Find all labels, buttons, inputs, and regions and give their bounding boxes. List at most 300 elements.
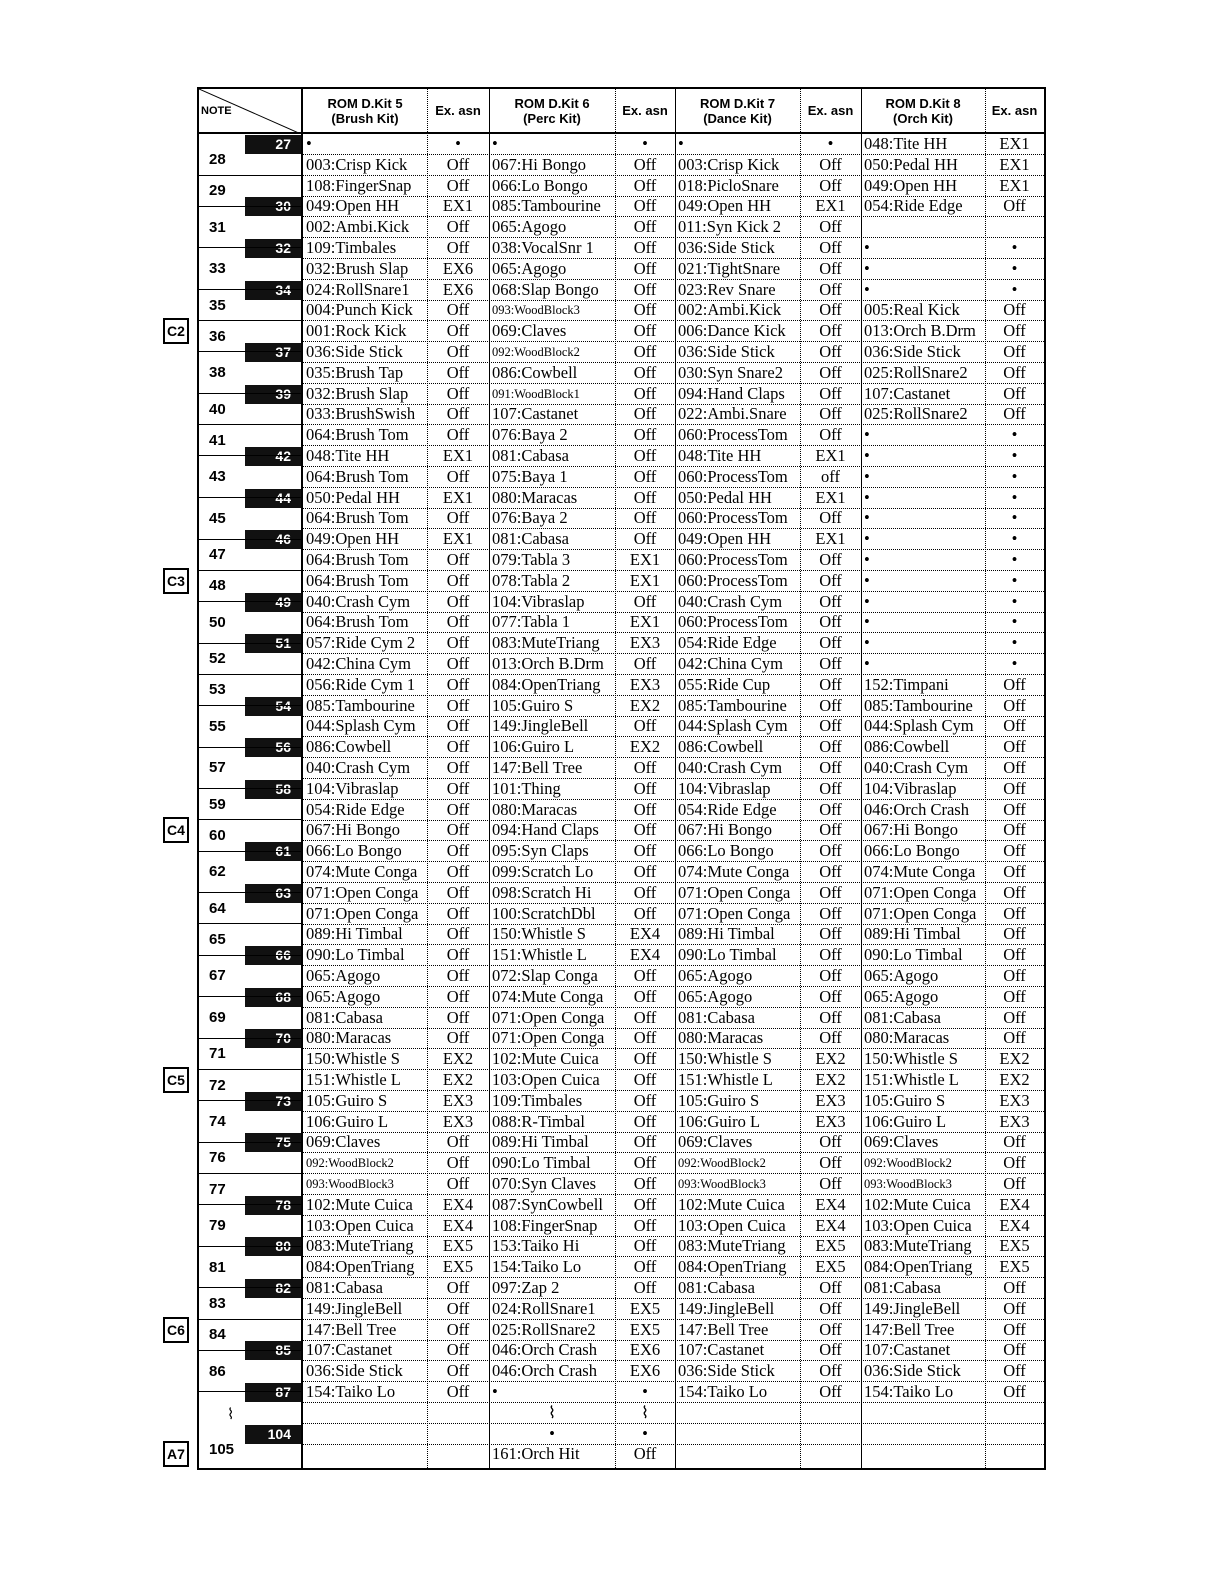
ex-asn-cell: Off bbox=[819, 1278, 842, 1297]
ex-asn-cell: Off bbox=[633, 196, 657, 216]
ex-asn-cell: EX1 bbox=[999, 134, 1030, 153]
voice-name-cell: 042:China Cym bbox=[678, 654, 783, 673]
ex-asn-cell: Off bbox=[819, 217, 842, 237]
voice-name-cell: 090:Lo Timbal bbox=[678, 945, 777, 965]
voice-name-cell: 025:RollSnare2 bbox=[864, 362, 968, 382]
black-key: 27 bbox=[245, 135, 301, 154]
ex-asn-cell: Off bbox=[1003, 903, 1026, 923]
ex-asn-cell: Off bbox=[446, 758, 470, 777]
voice-name-cell: • bbox=[678, 134, 684, 153]
table-row bbox=[303, 800, 1044, 821]
voice-name-cell: 076:Baya 2 bbox=[492, 508, 568, 528]
ex-asn-cell: • bbox=[1011, 654, 1018, 673]
table-row bbox=[303, 1049, 1044, 1070]
ex-asn-cell: • bbox=[1011, 487, 1018, 507]
table-row bbox=[303, 446, 1044, 467]
voice-name-cell: 106:Guiro L bbox=[306, 1111, 389, 1131]
ex-asn-cell: EX3 bbox=[815, 1090, 846, 1110]
ex-asn-cell: Off bbox=[819, 383, 842, 403]
voice-name-cell: 060:ProcessTom bbox=[678, 508, 788, 528]
voice-name-cell: • bbox=[864, 258, 870, 278]
voice-name-cell: 032:Brush Slap bbox=[306, 383, 409, 403]
ex-asn-cell: Off bbox=[819, 612, 842, 632]
ex-asn-cell: Off bbox=[819, 882, 842, 902]
voice-name-cell: 036:Side Stick bbox=[678, 342, 775, 361]
ex-asn-cell: Off bbox=[1003, 758, 1026, 777]
voice-name-cell: 089:Hi Timbal bbox=[678, 924, 775, 944]
table-row bbox=[303, 1216, 1044, 1237]
ex-asn-cell: Off bbox=[1003, 966, 1026, 985]
voice-name-cell: 080:Maracas bbox=[306, 1028, 392, 1048]
voice-name-cell: • bbox=[864, 633, 870, 653]
white-key: 64 bbox=[199, 893, 303, 924]
ex-asn-cell: Off bbox=[633, 966, 657, 985]
ex-asn-cell: • bbox=[1011, 529, 1018, 549]
voice-name-cell: 065:Agogo bbox=[864, 986, 939, 1006]
white-key: 59 bbox=[199, 789, 303, 820]
voice-name-cell: 075:Baya 1 bbox=[492, 466, 568, 486]
ex-asn-cell: Off bbox=[1003, 404, 1026, 424]
ex-asn-cell: Off bbox=[819, 1382, 842, 1401]
voice-name-cell: 071:Open Conga bbox=[678, 903, 791, 923]
voice-name-cell: 103:Open Cuica bbox=[492, 1070, 600, 1089]
voice-name-cell: 060:ProcessTom bbox=[678, 466, 788, 486]
ex-asn-cell: Off bbox=[819, 1007, 842, 1027]
voice-name-cell: 066:Lo Bongo bbox=[306, 841, 402, 861]
octave-marker: C4 bbox=[163, 817, 189, 843]
ex-asn-cell: Off bbox=[446, 862, 470, 881]
ex-asn-cell: Off bbox=[633, 778, 657, 798]
voice-name-cell: 103:Open Cuica bbox=[864, 1215, 972, 1235]
octave-marker: C2 bbox=[163, 318, 189, 344]
voice-name-cell: 060:ProcessTom bbox=[678, 550, 788, 569]
voice-name-cell: • bbox=[864, 508, 870, 528]
ex-asn-cell: Off bbox=[819, 654, 842, 673]
ex-asn-cell: EX4 bbox=[999, 1215, 1030, 1235]
black-key: 82 bbox=[245, 1279, 301, 1298]
voice-name-cell: 154:Taiko Lo bbox=[306, 1382, 396, 1401]
ex-asn-cell: Off bbox=[633, 1257, 657, 1277]
ex-asn-cell: Off bbox=[633, 217, 657, 237]
voice-name-cell: 071:Open Conga bbox=[306, 882, 419, 902]
ex-asn-cell: Off bbox=[1003, 1278, 1026, 1297]
ex-asn-cell: Off bbox=[446, 778, 470, 798]
table-row bbox=[303, 550, 1044, 571]
voice-name-cell: 153:Taiko Hi bbox=[492, 1236, 580, 1256]
voice-name-cell: 106:Guiro L bbox=[864, 1111, 947, 1131]
ex-asn-cell: Off bbox=[633, 1049, 657, 1069]
black-key: 104 bbox=[245, 1425, 301, 1444]
ex-asn-cell: Off bbox=[446, 217, 470, 237]
table-row bbox=[303, 176, 1044, 197]
table-row bbox=[303, 508, 1044, 529]
ex-asn-cell: • bbox=[642, 1382, 648, 1401]
ex-asn-cell: Off bbox=[446, 508, 470, 528]
table-row bbox=[303, 363, 1044, 384]
voice-name-cell: 065:Agogo bbox=[492, 217, 567, 237]
white-key: 77 bbox=[199, 1174, 303, 1205]
voice-name-cell: 104:Vibraslap bbox=[492, 591, 585, 611]
voice-name-cell: 067:Hi Bongo bbox=[306, 820, 400, 840]
ex-asn-cell: Off bbox=[633, 903, 657, 923]
ex-asn-cell: Off bbox=[1003, 1153, 1026, 1173]
voice-name-cell: 102:Mute Cuica bbox=[864, 1194, 971, 1214]
voice-name-cell: 042:China Cym bbox=[306, 654, 411, 673]
ex-asn-cell: EX3 bbox=[629, 633, 661, 653]
ex-asn-cell: Off bbox=[446, 903, 470, 923]
voice-name-cell: 100:ScratchDbl bbox=[492, 903, 596, 923]
voice-name-cell: 046:Orch Crash bbox=[492, 1361, 597, 1381]
ex-asn-cell: Off bbox=[446, 321, 470, 341]
voice-name-cell: 023:Rev Snare bbox=[678, 279, 776, 299]
voice-name-cell: 081:Cabasa bbox=[864, 1007, 941, 1027]
table-row bbox=[303, 1112, 1044, 1133]
voice-name-cell: 065:Agogo bbox=[678, 966, 753, 985]
ex-asn-cell: Off bbox=[446, 945, 470, 965]
table-row bbox=[303, 571, 1044, 592]
ex-asn-cell: Off bbox=[633, 404, 657, 424]
voice-name-cell: 089:Hi Timbal bbox=[306, 924, 403, 944]
ex-asn-cell: Off bbox=[819, 175, 842, 195]
white-key: 72 bbox=[199, 1070, 303, 1101]
ex-asn-cell: Off bbox=[633, 1111, 657, 1131]
voice-name-cell: 093:WoodBlock3 bbox=[864, 1177, 952, 1191]
voice-name-cell: 083:MuteTriang bbox=[864, 1236, 972, 1256]
voice-name-cell: 049:Open HH bbox=[678, 196, 772, 216]
ex-asn-cell: Off bbox=[1003, 1382, 1026, 1401]
voice-name-cell: 104:Vibraslap bbox=[306, 778, 399, 798]
kit-subtitle: (Orch Kit) bbox=[893, 110, 953, 126]
white-key: 76 bbox=[199, 1143, 303, 1174]
kit-title: ROM D.Kit 6 bbox=[514, 95, 590, 111]
voice-name-cell: 060:ProcessTom bbox=[678, 570, 788, 590]
voice-name-cell: • bbox=[492, 1382, 498, 1401]
ex-asn-cell: EX4 bbox=[999, 1194, 1030, 1214]
black-key: 56 bbox=[245, 738, 301, 757]
voice-name-cell: 074:Mute Conga bbox=[678, 862, 790, 881]
white-key: 52 bbox=[199, 644, 303, 675]
voice-name-cell: • bbox=[864, 591, 870, 611]
ex-asn-cell: EX1 bbox=[999, 175, 1030, 195]
voice-name-cell: 072:Slap Conga bbox=[492, 966, 598, 985]
ex-asn-cell: EX6 bbox=[442, 258, 474, 278]
voice-name-cell: 102:Mute Cuica bbox=[678, 1194, 785, 1214]
voice-name-cell: 074:Mute Conga bbox=[306, 862, 418, 881]
ex-asn-cell: Off bbox=[633, 1236, 657, 1256]
ex-asn-cell: EX5 bbox=[815, 1257, 846, 1277]
white-key: 47 bbox=[199, 540, 303, 571]
ex-asn-cell: Off bbox=[446, 1153, 470, 1173]
table-row bbox=[303, 1444, 1044, 1465]
table-row bbox=[303, 1257, 1044, 1278]
voice-name-cell: 066:Lo Bongo bbox=[678, 841, 774, 861]
voice-name-cell: 149:JingleBell bbox=[678, 1298, 775, 1318]
kit-subtitle: (Dance Kit) bbox=[703, 110, 772, 126]
ex-asn-cell: Off bbox=[633, 1028, 657, 1048]
ex-asn-cell: • bbox=[455, 134, 461, 153]
ex-asn-cell: EX3 bbox=[442, 1111, 474, 1131]
voice-name-cell: 003:Crisp Kick bbox=[678, 154, 780, 174]
table-row bbox=[303, 945, 1044, 966]
voice-name-cell: 080:Maracas bbox=[678, 1028, 764, 1048]
voice-name-cell: • bbox=[492, 134, 498, 153]
black-key: 75 bbox=[245, 1133, 301, 1152]
voice-name-cell: 040:Crash Cym bbox=[678, 758, 783, 777]
table-row bbox=[303, 1299, 1044, 1320]
ex-asn-cell: Off bbox=[446, 674, 470, 694]
voice-name-cell: 067:Hi Bongo bbox=[492, 154, 586, 174]
voice-name-cell: 049:Open HH bbox=[678, 529, 772, 549]
voice-name-cell: 022:Ambi.Snare bbox=[678, 404, 787, 424]
ex-asn-cell: Off bbox=[446, 1382, 470, 1401]
ex-asn-cell: EX1 bbox=[815, 446, 846, 465]
voice-name-cell: 065:Agogo bbox=[306, 986, 381, 1006]
ex-asn-cell: Off bbox=[819, 820, 842, 840]
ex-asn-cell: Off bbox=[633, 321, 657, 341]
voice-name-cell: 107:Castanet bbox=[306, 1340, 393, 1360]
ex-asn-cell: Off bbox=[446, 1319, 470, 1339]
ex-asn-cell: EX5 bbox=[629, 1319, 661, 1339]
voice-name-cell: 093:WoodBlock3 bbox=[492, 303, 580, 318]
voice-name-cell: 065:Agogo bbox=[864, 966, 939, 985]
octave-marker: A7 bbox=[163, 1441, 189, 1467]
ex-asn-cell: Off bbox=[446, 342, 470, 361]
voice-name-cell: 005:Real Kick bbox=[864, 300, 960, 320]
ex-asn-cell: off bbox=[821, 466, 840, 486]
ex-asn-cell: Off bbox=[819, 674, 842, 694]
voice-name-cell: 064:Brush Tom bbox=[306, 425, 409, 445]
voice-name-cell: 057:Ride Cym 2 bbox=[306, 633, 416, 653]
ex-asn-cell: • bbox=[1011, 446, 1018, 465]
white-key: 79 bbox=[199, 1205, 303, 1247]
ex-asn-cell: Off bbox=[819, 1028, 842, 1048]
voice-name-cell: 050:Pedal HH bbox=[678, 487, 772, 507]
voice-name-cell: 060:ProcessTom bbox=[678, 425, 788, 445]
note-header bbox=[199, 89, 301, 134]
voice-name-cell: 090:Lo Timbal bbox=[864, 945, 963, 965]
ex-asn-cell: Off bbox=[633, 1215, 657, 1235]
voice-name-cell: 054:Ride Edge bbox=[306, 799, 405, 819]
voice-name-cell: 074:Mute Conga bbox=[864, 862, 976, 881]
ex-asn-cell: EX5 bbox=[442, 1257, 474, 1277]
voice-name-cell: 106:Guiro L bbox=[678, 1111, 761, 1131]
ex-asn-cell: Off bbox=[1003, 1174, 1026, 1193]
voice-name-cell: 149:JingleBell bbox=[492, 716, 589, 736]
table-row bbox=[303, 300, 1044, 321]
table-row bbox=[303, 1340, 1044, 1361]
voice-name-cell: 081:Cabasa bbox=[492, 529, 569, 549]
ex-asn-cell: Off bbox=[446, 550, 470, 569]
voice-name-cell: 101:Thing bbox=[492, 778, 561, 798]
voice-name-cell: 081:Cabasa bbox=[678, 1007, 755, 1027]
voice-name-cell: 069:Claves bbox=[492, 321, 567, 341]
voice-name-cell: 147:Bell Tree bbox=[864, 1319, 955, 1339]
table-row bbox=[303, 1424, 1044, 1445]
black-key: 34 bbox=[245, 281, 301, 300]
table-row bbox=[303, 633, 1044, 654]
table-row bbox=[303, 966, 1044, 987]
voice-name-cell: 018:PicloSnare bbox=[678, 175, 779, 195]
ex-asn-cell: Off bbox=[633, 1153, 657, 1173]
ex-asn-cell: Off bbox=[819, 570, 842, 590]
ex-asn-cell: Off bbox=[446, 695, 470, 715]
ex-asn-cell: Off bbox=[1003, 945, 1026, 965]
voice-name-cell: 107:Castanet bbox=[864, 383, 951, 403]
voice-name-cell: • bbox=[864, 550, 870, 569]
octave-marker: C6 bbox=[163, 1317, 189, 1343]
voice-name-cell: 151:Whistle L bbox=[492, 945, 587, 965]
ex-asn-cell: Off bbox=[633, 1194, 657, 1214]
ex-asn-cell: • bbox=[1011, 612, 1018, 632]
ex-asn-cell: EX2 bbox=[999, 1049, 1030, 1069]
voice-name-cell: 152:Timpani bbox=[864, 674, 949, 694]
white-key: 53 bbox=[199, 675, 303, 706]
ex-asn-cell: Off bbox=[633, 882, 657, 902]
white-key: 55 bbox=[199, 706, 303, 748]
ex-asn-cell: Off bbox=[1003, 737, 1026, 757]
ex-asn-cell: Off bbox=[1003, 321, 1026, 341]
voice-name-cell: 092:WoodBlock2 bbox=[678, 1156, 766, 1171]
white-key: 48 bbox=[199, 571, 303, 602]
voice-name-cell bbox=[861, 217, 988, 237]
ex-asn-cell: Off bbox=[446, 1132, 470, 1152]
table-row bbox=[303, 342, 1044, 363]
black-key: 49 bbox=[245, 593, 301, 612]
ellipsis-mark: ⌇ bbox=[640, 1402, 650, 1422]
black-key: 46 bbox=[245, 530, 301, 549]
ex-asn-cell: Off bbox=[1003, 674, 1026, 694]
table-row bbox=[303, 404, 1044, 425]
ex-asn-cell: Off bbox=[633, 238, 657, 257]
table-row bbox=[303, 425, 1044, 446]
octave-marker: C5 bbox=[163, 1067, 189, 1093]
ex-asn-cell: Off bbox=[1003, 383, 1026, 403]
voice-name-cell: 150:Whistle S bbox=[864, 1049, 958, 1069]
black-key: 61 bbox=[245, 842, 301, 861]
ex-asn-cell: Off bbox=[446, 820, 470, 840]
table-row bbox=[303, 675, 1044, 696]
voice-name-cell: 085:Tambourine bbox=[864, 695, 973, 715]
white-key: 86 bbox=[199, 1351, 303, 1393]
ex-asn-cell: Off bbox=[446, 612, 470, 632]
table-row bbox=[303, 924, 1044, 945]
ex-asn-cell: Off bbox=[446, 1361, 470, 1381]
voice-name-cell: 006:Dance Kick bbox=[678, 321, 786, 341]
ex-asn-cell: EX3 bbox=[629, 674, 661, 694]
voice-name-cell: 035:Brush Tap bbox=[306, 362, 404, 382]
ex-asn-cell: Off bbox=[1003, 1340, 1026, 1360]
ex-asn-cell: Off bbox=[1003, 716, 1026, 736]
ex-asn-cell: Off bbox=[446, 466, 470, 486]
voice-name-cell: 065:Agogo bbox=[678, 986, 753, 1006]
white-key: 62 bbox=[199, 852, 303, 894]
ex-asn-cell: EX2 bbox=[629, 737, 661, 757]
voice-name-cell: 081:Cabasa bbox=[306, 1278, 383, 1297]
ex-asn-cell: EX5 bbox=[815, 1236, 846, 1256]
table-row bbox=[303, 467, 1044, 488]
voice-name-cell: 048:Tite HH bbox=[678, 446, 762, 465]
voice-name-cell: 085:Tambourine bbox=[678, 695, 787, 715]
voice-name-cell: 056:Ride Cym 1 bbox=[306, 674, 416, 694]
table-row bbox=[303, 280, 1044, 301]
ex-asn-cell: EX1 bbox=[815, 529, 846, 549]
table-row bbox=[303, 134, 1044, 155]
table-row bbox=[303, 1174, 1044, 1195]
ex-asn-cell: Off bbox=[633, 799, 657, 819]
black-key: 66 bbox=[245, 946, 301, 965]
ex-asn-cell: Off bbox=[633, 591, 657, 611]
ex-asn-cell: EX1 bbox=[629, 550, 661, 569]
voice-name-cell: 149:JingleBell bbox=[864, 1298, 961, 1318]
voice-name-cell: 067:Hi Bongo bbox=[864, 820, 958, 840]
white-key: 40 bbox=[199, 394, 303, 425]
table-row bbox=[303, 1070, 1044, 1091]
ex-asn-cell: EX4 bbox=[629, 945, 661, 965]
voice-name-cell: 147:Bell Tree bbox=[306, 1319, 397, 1339]
ex-asn-cell: Off bbox=[819, 716, 842, 736]
voice-name-cell: 044:Splash Cym bbox=[678, 716, 788, 736]
voice-name-cell: 001:Rock Kick bbox=[306, 321, 407, 341]
voice-name-cell: 150:Whistle S bbox=[678, 1049, 772, 1069]
voice-name-cell: 036:Side Stick bbox=[678, 1361, 775, 1381]
ex-asn-cell: Off bbox=[446, 716, 470, 736]
voice-name-cell: 080:Maracas bbox=[492, 487, 578, 507]
ex-asn-cell: Off bbox=[1003, 1132, 1026, 1152]
table-row bbox=[303, 1008, 1044, 1029]
voice-name-cell: 083:MuteTriang bbox=[492, 633, 600, 653]
ex-asn-cell: Off bbox=[1003, 196, 1026, 216]
white-key: 50 bbox=[199, 602, 303, 644]
voice-name-cell: 064:Brush Tom bbox=[306, 466, 409, 486]
ex-asn-cell: • bbox=[1011, 279, 1018, 299]
voice-name-cell: 109:Timbales bbox=[306, 238, 397, 257]
ex-asn-cell: Off bbox=[633, 654, 657, 673]
table-row bbox=[303, 488, 1044, 509]
ex-asn-cell: EX4 bbox=[629, 924, 661, 944]
white-key: 36 bbox=[199, 321, 303, 352]
ex-asn-cell: EX4 bbox=[815, 1215, 846, 1235]
voice-name-cell: 024:RollSnare1 bbox=[492, 1298, 596, 1318]
ex-asn-cell: Off bbox=[446, 737, 470, 757]
voice-name-cell: 054:Ride Edge bbox=[864, 196, 963, 216]
voice-name-cell: 147:Bell Tree bbox=[492, 758, 583, 777]
voice-name-cell: 054:Ride Edge bbox=[678, 799, 777, 819]
ex-asn-cell: Off bbox=[1003, 695, 1026, 715]
voice-name-cell: 086:Cowbell bbox=[864, 737, 950, 757]
white-key: 43 bbox=[199, 456, 303, 498]
voice-name-cell: 105:Guiro S bbox=[864, 1090, 946, 1110]
voice-name-cell: 099:Scratch Lo bbox=[492, 862, 594, 881]
voice-name-cell: • bbox=[864, 487, 870, 507]
voice-name-cell: 024:RollSnare1 bbox=[306, 279, 410, 299]
voice-name-cell: 161:Orch Hit bbox=[492, 1444, 580, 1464]
voice-name-cell: 083:MuteTriang bbox=[306, 1236, 414, 1256]
ex-asn-cell: EX2 bbox=[442, 1070, 474, 1089]
ex-asn-cell: Off bbox=[633, 383, 657, 403]
voice-name-cell: 069:Claves bbox=[864, 1132, 939, 1152]
ex-asn-cell: Off bbox=[633, 1132, 657, 1152]
voice-name-cell: 013:Orch B.Drm bbox=[492, 654, 604, 673]
voice-name-cell: 081:Cabasa bbox=[864, 1278, 941, 1297]
black-key: 78 bbox=[245, 1196, 301, 1215]
voice-name-cell: 068:Slap Bongo bbox=[492, 279, 599, 299]
table-row bbox=[303, 1195, 1044, 1216]
table-row bbox=[303, 259, 1044, 280]
ex-asn-cell: Off bbox=[446, 1007, 470, 1027]
drum-kit-table bbox=[197, 87, 1046, 1470]
ex-asn-cell: Off bbox=[819, 1340, 842, 1360]
ex-asn-cell: EX2 bbox=[815, 1049, 846, 1069]
